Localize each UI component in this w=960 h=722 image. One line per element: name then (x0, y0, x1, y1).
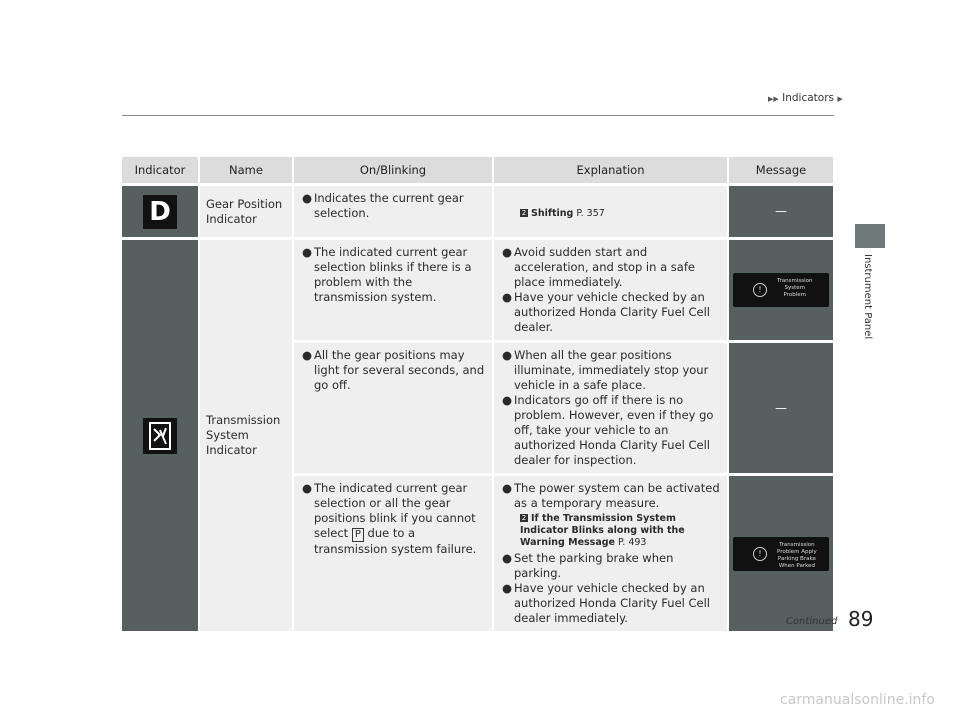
explanation-cell (494, 183, 729, 237)
bullet-text: Set the parking brake when parking. (514, 551, 674, 580)
on-cell: ● The indicated current gear selection blinks if there is a problem with the transmission system. (294, 237, 494, 340)
col-on-blinking: On/Blinking (294, 157, 494, 183)
transmission-problem-message (733, 273, 829, 307)
name-cell (200, 183, 294, 237)
name-cell (200, 237, 294, 631)
bullet-text: All the gear positions may light for several seconds, and go off. (314, 348, 485, 392)
triangle-icon: ▶▶ (768, 95, 779, 103)
reference-icon: 2 (521, 209, 527, 217)
indicator-table (122, 157, 833, 631)
message-text: Transmission Problem Apply Parking Brake When Parked (777, 541, 817, 569)
bullet-text: The power system can be activated as a temporary measure. (514, 481, 720, 510)
name-line: Indicator (206, 211, 257, 226)
table-row (122, 237, 833, 340)
bullet-text: Avoid sudden start and acceleration, and stop in a safe place immediately. (514, 245, 695, 289)
bullet-text: The indicated current gear selection blinks if there is a problem with the transmission system. (314, 245, 472, 304)
transmission-apply-brake-message (733, 537, 829, 571)
section-tab (855, 224, 885, 248)
on-cell: ● The indicated current gear selection or all the gear positions blink if you cannot select P due to a transmission system failure. (294, 473, 494, 631)
bullet-text: Have your vehicle checked by an authorized Honda Clarity Fuel Cell dealer immediately. (514, 581, 710, 625)
explanation-cell: ● When all the gear positions illuminate, immediately stop your vehicle in a safe place. ● Indicators go off if there is no problem. However, even if they go off, take your vehicle to an authorized Honda Clarity Fuel Cell dealer for inspection. (494, 340, 729, 473)
breadcrumb (768, 92, 843, 104)
ref-title: If the Transmission System Indicator Blinks along with the Warning Message (520, 513, 685, 548)
ref-page: P. 493 (618, 537, 647, 548)
page-number: 89 (848, 607, 874, 631)
message-cell (729, 183, 833, 237)
explanation-cell: ● Avoid sudden start and acceleration, and stop in a safe place immediately. ● Have your vehicle checked by an authorized Honda Clarity Fuel Cell dealer. (494, 237, 729, 340)
continued-label: Continued (786, 616, 838, 627)
table-header-row (122, 157, 833, 183)
cross-reference (520, 513, 721, 549)
bullet-text: The indicated current gear selection or all the gear positions blink if you cannot select P due to a transmission system failure. (314, 481, 477, 556)
transmission-system-icon (143, 418, 177, 454)
indicator-cell (122, 183, 200, 237)
bullet-text: Have your vehicle checked by an authorized Honda Clarity Fuel Cell dealer. (514, 290, 710, 334)
bullet-text: Indicates the current gear selection. (314, 191, 464, 220)
warning-icon: ! (753, 547, 767, 561)
message-none: — (775, 204, 787, 218)
breadcrumb-label: Indicators (782, 92, 834, 104)
name-line: Gear Position (206, 196, 283, 211)
on-cell: ● Indicates the current gear selection. (294, 183, 494, 237)
col-indicator: Indicator (122, 157, 200, 183)
col-explanation: Explanation (494, 157, 729, 183)
ref-page: P. 357 (576, 208, 605, 219)
name-line: System Indicator (206, 428, 257, 457)
on-cell: ● All the gear positions may light for several seconds, and go off. (294, 340, 494, 473)
message-cell (729, 237, 833, 340)
message-cell (729, 473, 833, 631)
section-label: Instrument Panel (862, 254, 873, 340)
message-text: Transmission System Problem (777, 278, 813, 298)
bullet-text: Indicators go off if there is no problem. However, even if they go off, take your vehicle to an authorized Honda Clarity Fuel Cell dealer for inspection. (514, 393, 714, 467)
cross-reference (520, 208, 721, 220)
message-cell (729, 340, 833, 473)
indicator-cell (122, 237, 200, 631)
table-row (122, 183, 833, 237)
p-key-icon: P (352, 528, 364, 542)
warning-icon: ! (753, 283, 767, 297)
bullet-text: When all the gear positions illuminate, immediately stop your vehicle in a safe place. (514, 348, 709, 392)
explanation-cell: ● The power system can be activated as a temporary measure. 2 If the Transmission System Indicator Blinks along with the Warning Message P. 493 ● Set the parking brake when parking. ● Have your vehicle checked by an authorized Honda Clarity Fuel Cell dealer immediately. (494, 473, 729, 631)
gear-position-d-icon: D (143, 195, 177, 229)
col-message: Message (729, 157, 833, 183)
col-name: Name (200, 157, 294, 183)
ref-title: Shifting (531, 208, 574, 219)
header-rule (122, 115, 834, 116)
name-line: Transmission (206, 413, 281, 427)
reference-icon: 2 (521, 514, 527, 522)
message-none: — (775, 400, 787, 415)
triangle-icon: ▶ (837, 95, 843, 103)
watermark: carmanualsonline.info (780, 692, 935, 708)
